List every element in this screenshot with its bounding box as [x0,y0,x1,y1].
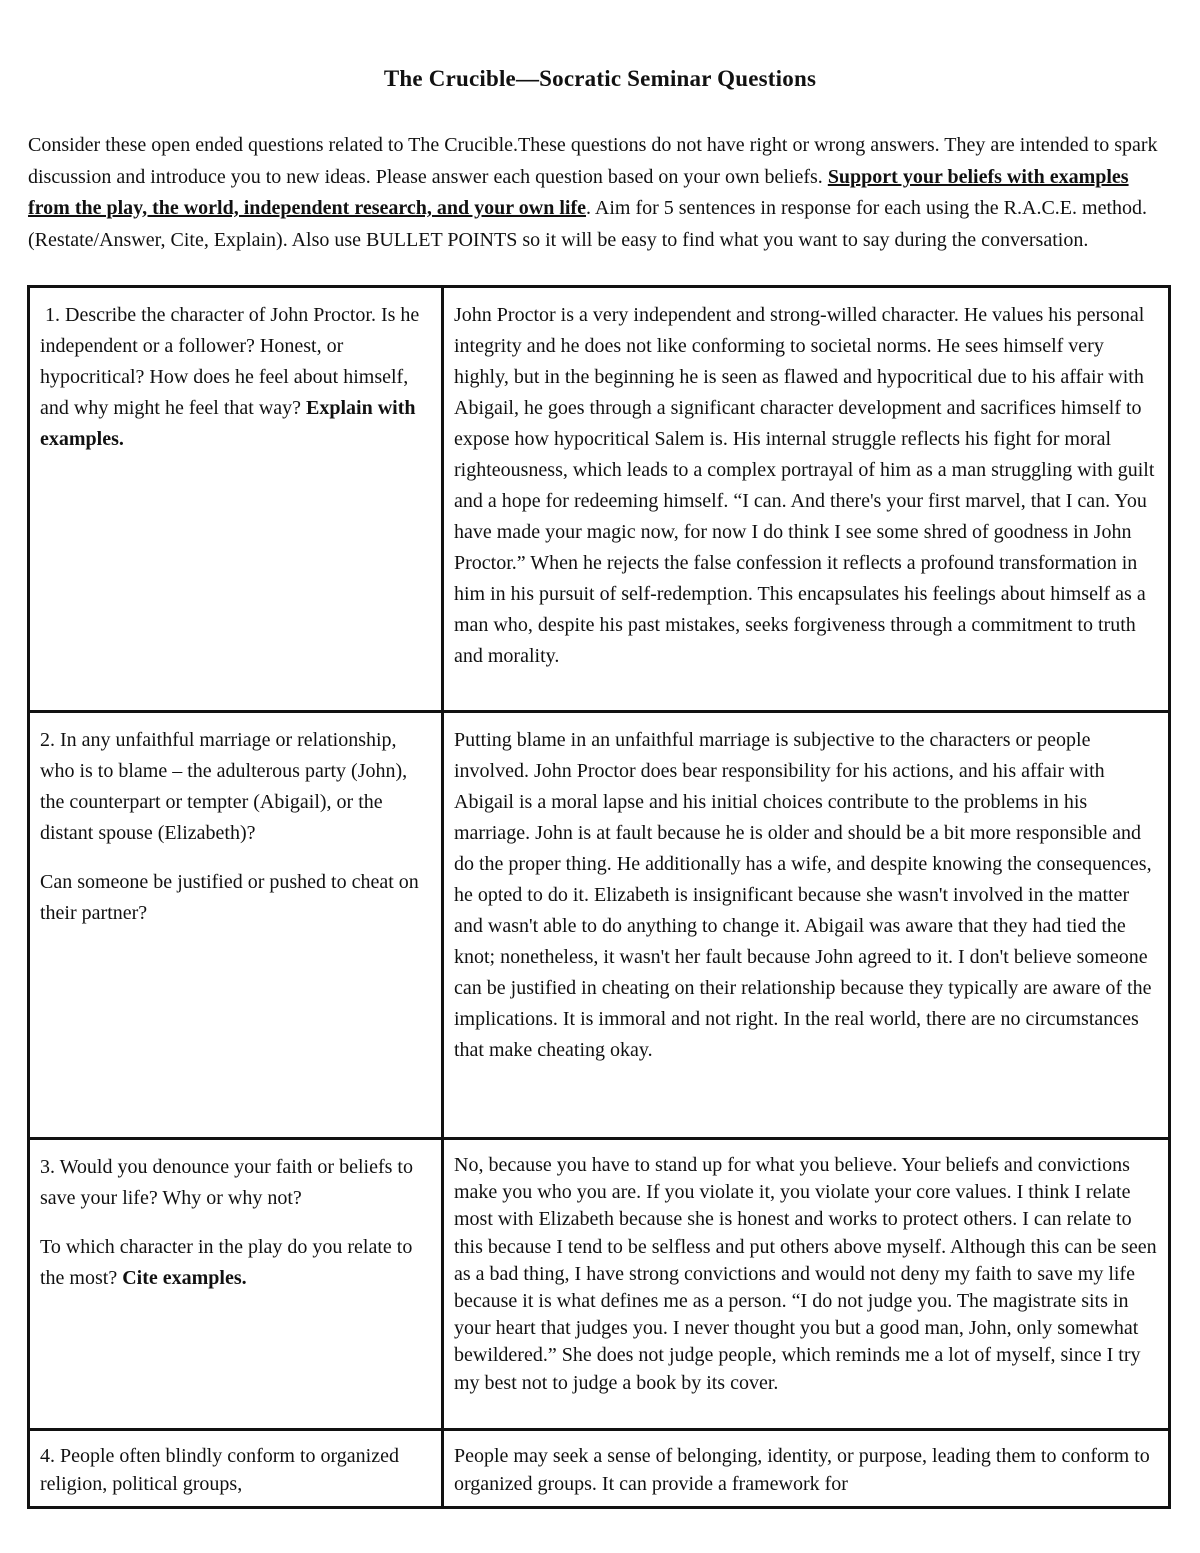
question-followup: To which character in the play do you relate to the most? Cite examples. [40,1236,413,1289]
table-row [29,1430,1170,1508]
answer-text: Putting blame in an unfaithful marriage is subjective to the characters or people involved. John Proctor does bear responsibility for his actions, and his affair with Abigail is a moral lapse and his initial choices contribute to the problems in his marriage. John is at fault because he is older and should be a bit more responsible and do the proper thing. He additionally has a wife, and despite knowing the consequences, he opted to do it. Elizabeth is insignificant because she wasn't involved in the matter and wasn't able to do anything to change it. Abigail was aware that they had tied the knot; nonetheless, it wasn't her fault because John agreed to it. I don't believe someone can be justified in cheating on their relationship because they typically are aware of the implications. It is immoral and not right. In the real world, there are no circumstances that make cheating okay. [454,729,1152,1061]
question-cell-1 [29,287,443,712]
intro-paragraph [28,130,1173,256]
question-cell-3 [29,1139,443,1430]
answer-cell-1[interactable] [443,287,1170,712]
table-row [29,1139,1170,1430]
answer-cell-2[interactable] [443,712,1170,1139]
question-emphasis: Cite examples. [122,1267,247,1289]
question-text: 4. People often blindly conform to organized religion, political groups, [40,1445,399,1495]
table-row [29,712,1170,1139]
question-emphasis: Explain with examples. [40,397,416,450]
question-cell-2 [29,712,443,1139]
question-text: 2. In any unfaithful marriage or relationship, who is to blame – the adulterous party (John), the counterpart or tempter (Abigail), or the distant spouse (Elizabeth)? [40,729,408,844]
question-followup: Can someone be justified or pushed to cheat on their partner? [40,871,419,924]
answer-cell-4[interactable] [443,1430,1170,1508]
table-row [29,287,1170,712]
answer-cell-3[interactable] [443,1139,1170,1430]
questions-table [27,285,1171,1509]
answer-text: No, because you have to stand up for what you believe. Your beliefs and convictions make you who you are. If you violate it, you violate your core values. I think I relate most with Elizabeth because she is honest and works to protect others. I can relate to this because I tend to be selfless and put others above myself. Although this can be seen as a bad thing, I have strong convictions and would not deny my faith to save my life because it is what defines me as a person. “I do not judge you. The magistrate sits in your heart that judges you. I never thought you but a good man, John, only somewhat bewildered.” She does not judge people, which reminds me a lot of myself, since I try my best not to judge a book by its cover. [454,1154,1157,1394]
intro-text-1: Consider these open ended questions related to The Crucible.These questions do not have right or wrong answers. They are intended to spark discussion and introduce you to new ideas. Please answer each question based on your own beliefs. [28,134,1158,188]
question-text: 1. Describe the character of John Proctor. Is he independent or a follower? Honest, or hypocritical? How does he feel about himself, and why might he feel that way? Explain with examples. [40,304,420,450]
answer-text: People may seek a sense of belonging, identity, or purpose, leading them to conform to organized groups. It can provide a framework for [454,1445,1150,1495]
page-title: The Crucible—Socratic Seminar Questions [383,66,817,91]
intro-text-2: . Aim for 5 sentences in response for each using the R.A.C.E. method. (Restate/Answer, Cite, Explain). Also use BULLET POINTS so it will be easy to find what you want to say during the conversation. [28,197,1147,251]
question-text: 3. Would you denounce your faith or beliefs to save your life? Why or why not? [40,1156,413,1209]
answer-text: John Proctor is a very independent and strong-willed character. He values his personal integrity and he does not like conforming to societal norms. He sees himself very highly, but in the beginning he is seen as flawed and hypocritical due to his affair with Abigail, he goes through a significant character development and sacrifices himself to expose how hypocritical Salem is. His internal struggle reflects his fight for moral righteousness, which leads to a complex portrayal of him as a man struggling with guilt and a hope for redeeming himself. “I can. And there's your first marvel, that I can. You have made your magic now, for now I do think I see some shred of goodness in John Proctor.” When he rejects the false confession it reflects a profound transformation in him in his pursuit of self-redemption. This encapsulates his feelings about himself as a man who, despite his past mistakes, seeks forgiveness through a commitment to truth and morality. [454,304,1155,667]
intro-emphasis: Support your beliefs with examples from the play, the world, independent research, and your own life [28,165,1129,219]
question-cell-4 [29,1430,443,1508]
